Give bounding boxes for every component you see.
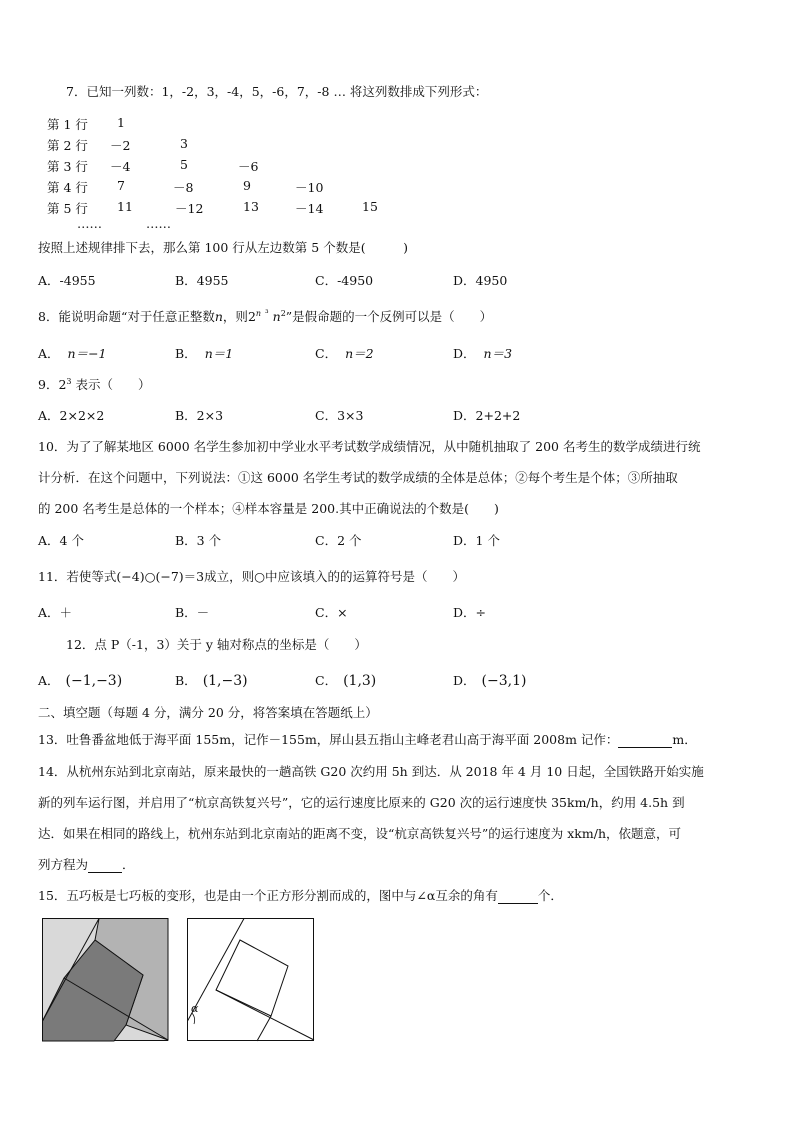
q13-text-a: 13．吐鲁番盆地低于海平面 155m，记作－155m，屏山县五指山主峰老君山高于海平面 2008m 记作： [38,732,619,747]
option-d: D． n＝3 [453,346,513,361]
outer-square [188,919,314,1041]
option-b: B．4955 [175,273,229,288]
answer-blank[interactable] [618,732,672,748]
table-cell: 3 [180,136,188,151]
q11-expression: (−4)○(−7)＝3 [116,569,205,584]
option-d: D．1 个 [453,533,500,548]
option-d: D．4950 [453,273,508,288]
option-c: C．× [315,605,348,620]
option-a: A．-4955 [38,273,96,288]
option-b: B． n＝1 [175,346,234,361]
q8-text-a: 8．能说明命题“对于任意正整数 [38,309,215,324]
table-cell: －8 [173,180,194,195]
q8-text-c: ”是假命题的一个反例可以是（ ） [285,309,493,324]
var-n: n [214,309,223,324]
option-c: C．2 个 [315,533,362,548]
table-cell: 5 [180,157,188,172]
q14-line-1: 14．从杭州东站到北京南站，原来最快的一趟高铁 G20 次约用 5h 到达．从 2018 年 4 月 10 日起，全国铁路开始实施 [38,764,704,779]
ellipsis: …… [146,216,171,231]
q10-line-2: 计分析．在这个问题中，下列说法：①这 6000 名学生考试的数学成绩的全体是总体；②每个考生是个体；③所抽取 [38,470,678,485]
table-cell: 7 [117,178,125,193]
q13-text-b: m． [672,732,697,747]
row-label: 第 2 行 [47,138,88,153]
option-a: A．＋ [38,605,73,620]
table-cell: －6 [238,159,259,174]
option-b: B．－ [175,605,210,620]
pow-base: 2 [247,309,256,324]
row-label: 第 1 行 [47,117,88,132]
option-a: A．4 个 [38,533,84,548]
q8-text-b: ，则 [222,309,248,324]
table-cell: 9 [243,178,251,193]
row-label: 第 3 行 [47,159,88,174]
q7-question: 按照上述规律排下去，那么第 100 行从左边数第 5 个数是( ) [38,240,408,255]
q9-text-b: 表示（ ） [71,377,151,392]
table-cell: －4 [110,159,131,174]
compare-symbol: ³ [265,308,269,319]
q14-text-a: 列方程为 [38,857,89,872]
ellipsis: …… [77,216,102,231]
option-c: C． n＝2 [315,346,374,361]
q11-stem [38,567,465,585]
q9-stem [38,375,150,393]
tangram-shaded-figure [42,918,169,1042]
n2-exp: 2 [280,308,286,318]
q8-stem [38,307,492,325]
q10-line-3: 的 200 名考生是总体的一个样本；④样本容量是 200.其中正确说法的个数是( ) [38,501,499,516]
q9-text-a: 9．2 [38,377,67,392]
option-d: D．2+2+2 [453,408,521,423]
answer-blank[interactable] [498,888,538,904]
q7-stem: 7．已知一列数：1，-2，3，-4，5，-6，7，-8 … 将这列数排成下列形式： [66,84,488,99]
q13-stem [38,730,697,748]
q14-line-2: 新的列车运行图，并启用了“杭京高铁复兴号”，它的运行速度比原来的 G20 次的运行速度快 35km/h，约用 4.5h 到 [38,795,685,810]
option-c: C．3×3 [315,408,364,423]
option-a: A． n＝−1 [38,346,107,361]
q14-text-b: ． [122,857,135,872]
option-d: D． (−3,1) [453,673,527,689]
q11-text-a: 11．若使等式 [38,569,117,584]
section-heading: 二、填空题（每题 4 分，满分 20 分，将答案填在答题纸上） [38,705,378,720]
angle-symbol: ∠α [416,888,436,903]
option-b: B． (1,−3) [175,673,248,689]
table-cell: 1 [117,115,125,130]
table-cell: －2 [110,138,131,153]
q11-text-b: 成立，则○中应该填入的的运算符号是（ ） [204,569,466,584]
alpha-label: α [191,1002,199,1015]
q14-line-3: 达．如果在相同的路线上，杭州东站到北京南站的距离不变，设“杭京高铁复兴号”的运行速度为 xkm/h，依题意，可 [38,826,681,841]
table-cell: －12 [175,201,204,216]
var-n2: n [272,309,281,324]
row-label: 第 4 行 [47,180,88,195]
option-a: A．2×2×2 [38,408,105,423]
answer-blank[interactable] [88,857,122,873]
q15-text-a: 15．五巧板是七巧板的变形，也是由一个正方形分割而成的，图中与 [38,888,417,903]
q15-stem [38,886,563,904]
table-cell: 13 [243,199,259,214]
q15-text-b: 互余的角有 [435,888,498,903]
option-a: A． (−1,−3) [38,673,123,689]
row-label: 第 5 行 [47,201,88,216]
table-cell: 15 [362,199,378,214]
q15-text-c: 个． [537,888,563,903]
option-c: C．-4950 [315,273,374,288]
q12-stem: 12．点 P（-1，3）关于 y 轴对称点的坐标是（ ） [66,637,367,652]
tangram-line-figure [187,918,315,1042]
pow-exp: n [255,308,262,318]
superscript: 3 [66,376,72,386]
q10-line-1: 10．为了了解某地区 6000 名学生参加初中学业水平考试数学成绩情况，从中随机抽取了 200 名考生的数学成绩进行统 [38,439,701,454]
table-cell: 11 [117,199,133,214]
option-c: C． (1,3) [315,673,377,689]
option-b: B．3 个 [175,533,222,548]
q14-line-4 [38,855,135,873]
option-d: D．÷ [453,605,486,620]
table-cell: －14 [295,201,324,216]
option-b: B．2×3 [175,408,224,423]
table-cell: －10 [295,180,324,195]
